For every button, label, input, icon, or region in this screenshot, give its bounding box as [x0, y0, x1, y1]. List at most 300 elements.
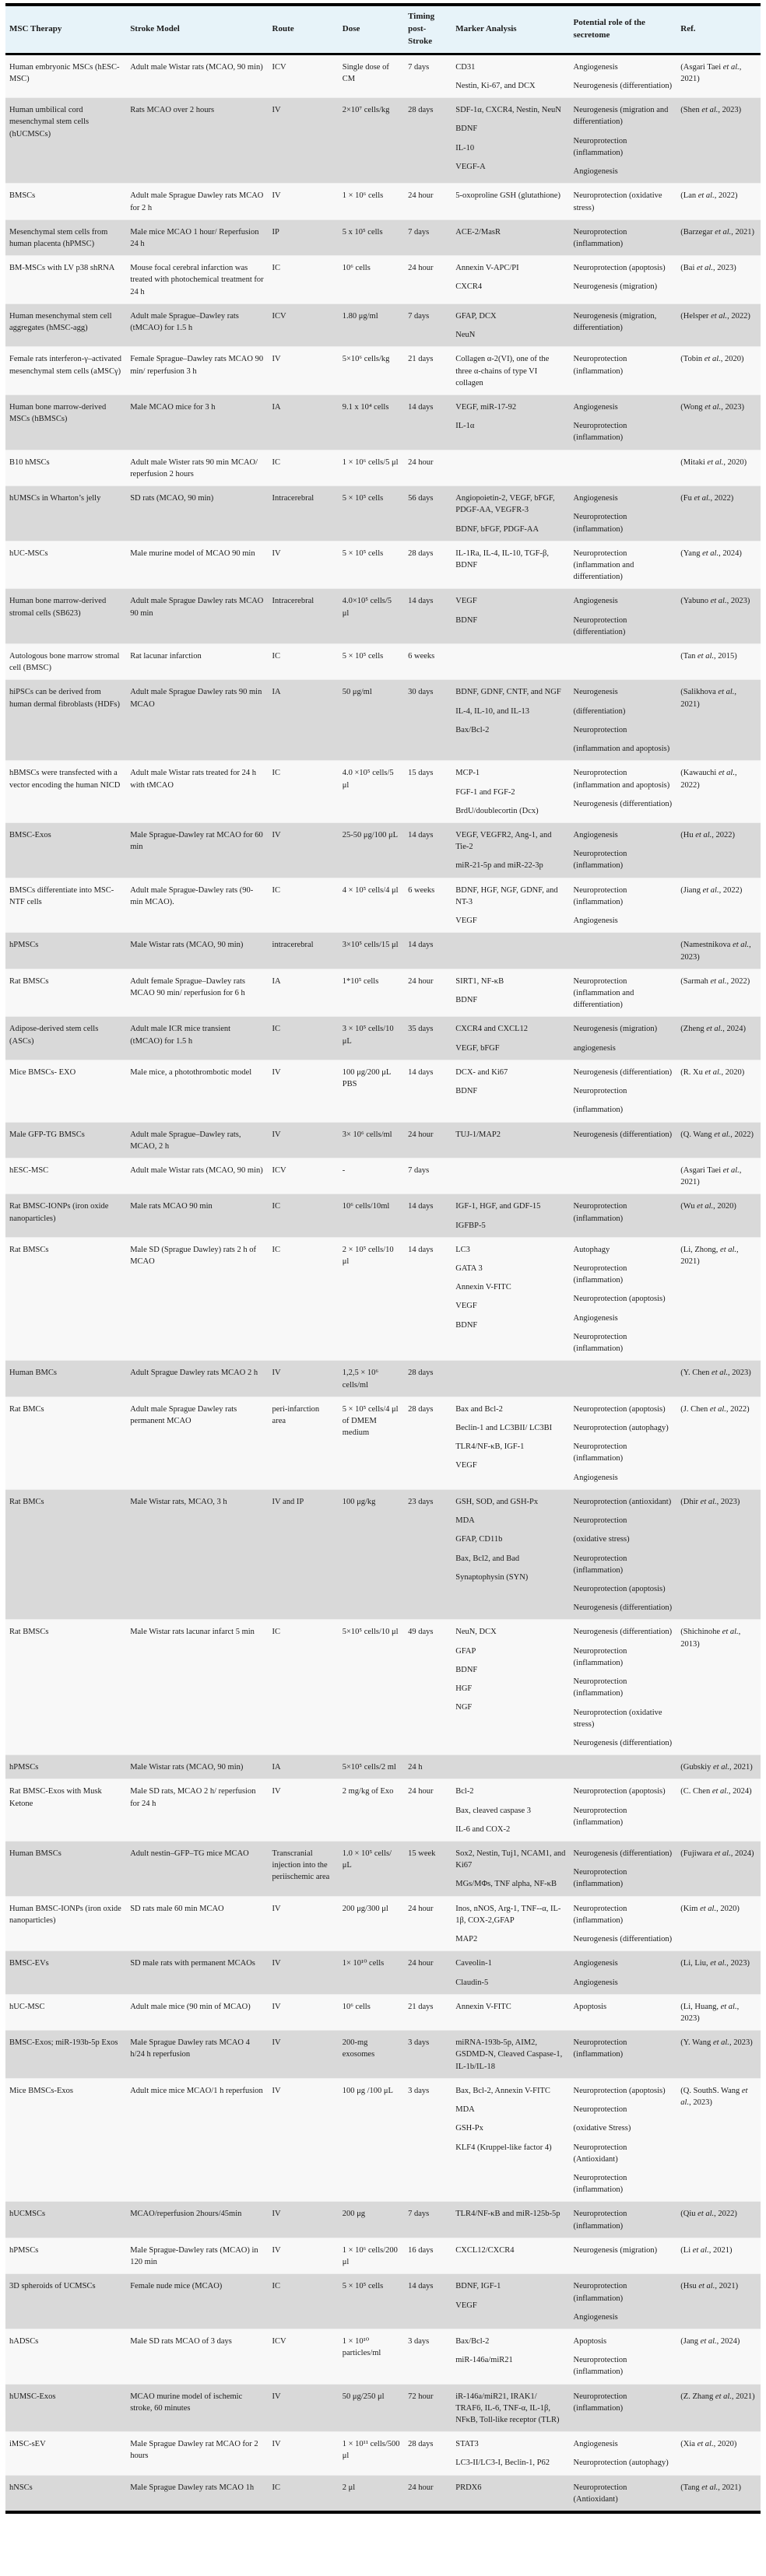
- cell-timing-post-stroke: 24 hour: [408, 2483, 434, 2492]
- cell-reference: (Lan et al., 2022): [680, 191, 738, 201]
- cell-marker-analysis: Bcl-2 Bax, cleaved caspase 3 IL-6 and COX-2: [455, 1787, 532, 1834]
- cell-marker-analysis: CD31 Nestin, Ki-67, and DCX: [455, 62, 536, 91]
- cell-marker-analysis: Caveolin-1 Claudin-5: [455, 1959, 492, 1987]
- table-row: [5, 2078, 761, 2202]
- cell-reference: (Qiu et al., 2022): [680, 2210, 737, 2219]
- cell-stroke-model: Male SD rats, MCAO 2 h/ reperfusion for 24 h: [130, 1787, 256, 1808]
- cell-msc-therapy: BMSC-Exos; miR-193b-5p Exos: [9, 2038, 118, 2048]
- cell-dose: 25-50 μg/100 μL: [342, 831, 399, 839]
- cell-stroke-model: Male Wistar rats (MCAO, 90 min): [130, 1763, 244, 1772]
- cell-reference: (Xia et al., 2020): [680, 2440, 737, 2449]
- cell-marker-analysis: ACE-2/MasR: [455, 227, 501, 237]
- cell-reference: (Jang et al., 2024): [680, 2336, 740, 2346]
- cell-msc-therapy: BMSCs differentiate into MSC-NTF cells: [9, 885, 114, 906]
- cell-marker-analysis: [452, 1755, 569, 1779]
- cell-route: IC: [272, 1025, 281, 1034]
- cell-timing-post-stroke: 14 days: [408, 941, 434, 950]
- cell-secretome-role: Neurogenesis (differentiation) Neuroprotection (inflammation) Neuroprotection (inflammation) Neuroprotection (oxidative stress) Neurogenesis (differentiation): [573, 1628, 673, 1747]
- cell-route: IC: [272, 1245, 281, 1254]
- cell-msc-therapy: hUMSC-Exos: [9, 2392, 56, 2401]
- cell-stroke-model: Female Sprague–Dawley rats MCAO 90 min/ reperfusion 3 h: [130, 355, 264, 376]
- cell-route: intracerebral: [272, 941, 314, 950]
- table-row: [5, 1755, 761, 1779]
- cell-reference: (Gubskiy et al., 2021): [680, 1763, 753, 1772]
- table-body: [5, 54, 761, 2512]
- table-row: [5, 1779, 761, 1842]
- cell-stroke-model: Mouse focal cerebral infarction was treated with photochemical treatment for 24 h: [130, 264, 264, 296]
- cell-marker-analysis: STAT3 LC3-II/LC3-I, Beclin-1, P62: [455, 2440, 550, 2468]
- cell-dose: 3 × 10⁵ cells/10 μL: [342, 1025, 394, 1046]
- cell-stroke-model: Male SD (Sprague Dawley) rats 2 h of MCAO: [130, 1245, 257, 1267]
- column-header-msc-therapy: MSC Therapy: [5, 5, 126, 54]
- cell-stroke-model: Female nude mice (MCAO): [130, 2282, 223, 2291]
- cell-timing-post-stroke: 6 weeks: [408, 885, 435, 895]
- cell-timing-post-stroke: 14 days: [408, 597, 434, 606]
- cell-stroke-model: Adult male Wistar rats (MCAO, 90 min): [130, 62, 263, 72]
- cell-marker-analysis: Inos, nNOS, Arg-1, TNF--α, IL-1β, COX-2,GFAP MAP2: [455, 1904, 561, 1944]
- cell-dose: 10⁶ cells: [342, 2002, 371, 2011]
- cell-msc-therapy: Female rats interferon-γ–activated mesenchymal stem cells (aMSCγ): [9, 355, 121, 376]
- cell-reference: (Bai et al., 2023): [680, 264, 736, 273]
- column-header-timing: Timing post-Stroke: [404, 5, 452, 54]
- cell-marker-analysis: Bax/Bcl-2 miR-146a/miR21: [455, 2336, 513, 2365]
- cell-stroke-model: MCAO murine model of ischemic stroke, 60 minutes: [130, 2392, 243, 2413]
- cell-reference: (Wong et al., 2023): [680, 402, 744, 412]
- cell-msc-therapy: Rat BMSC-IONPs (iron oxide nanoparticles): [9, 1202, 109, 1223]
- cell-secretome-role: Angiogenesis Neurogenesis (differentiation): [573, 62, 673, 91]
- cell-reference: (Sarmah et al., 2022): [680, 976, 750, 986]
- cell-marker-analysis: Annexin V-FITC: [455, 2002, 511, 2011]
- table-row: [5, 54, 761, 97]
- cell-reference: (Jiang et al., 2022): [680, 885, 743, 895]
- cell-route: IC: [272, 769, 281, 778]
- cell-route: IC: [272, 2483, 281, 2492]
- cell-marker-analysis: LC3 GATA 3 Annexin V-FITC VEGF BDNF: [455, 1245, 511, 1330]
- cell-stroke-model: Male murine model of MCAO 90 min: [130, 548, 255, 558]
- cell-timing-post-stroke: 28 days: [408, 2440, 434, 2449]
- cell-reference: (Yang et al., 2024): [680, 548, 742, 558]
- cell-dose: 1 × 10¹¹ cells/500 μl: [342, 2440, 400, 2461]
- cell-reference: (Kim et al., 2020): [680, 1904, 740, 1913]
- cell-dose: 2 μl: [342, 2483, 356, 2492]
- cell-route: IV: [272, 106, 281, 115]
- cell-secretome-role: Neuroprotection (Antioxidant): [573, 2483, 627, 2504]
- cell-dose: -: [342, 1165, 346, 1175]
- cell-route: IP: [272, 227, 279, 237]
- cell-reference: (Li, Huang, et al., 2023): [680, 2002, 740, 2023]
- table-row: [5, 2384, 761, 2432]
- table-row: [5, 303, 761, 346]
- table-row: [5, 1017, 761, 1060]
- cell-msc-therapy: Rat BMSCs: [9, 1628, 49, 1637]
- table-row: [5, 1951, 761, 1994]
- cell-timing-post-stroke: 16 days: [408, 2245, 434, 2255]
- table-row: [5, 1158, 761, 1193]
- cell-marker-analysis: VEGF, miR-17-92 IL-1α: [455, 402, 517, 431]
- cell-stroke-model: Adult male Sprague Dawley rats 90 min MCAO: [130, 688, 262, 709]
- column-header-marker: Marker Analysis: [452, 5, 569, 54]
- cell-route: IV: [272, 1787, 281, 1796]
- cell-marker-analysis: 5-oxoproline GSH (glutathione): [455, 191, 560, 201]
- cell-reference: (Tan et al., 2015): [680, 652, 737, 661]
- cell-route: IV: [272, 1959, 281, 1968]
- table-row: [5, 1842, 761, 1897]
- cell-secretome-role: Neurogenesis (migration and differentiation) Neuroprotection (inflammation) Angiogenesis: [573, 106, 669, 177]
- cell-dose: 1 × 10⁶ cells: [342, 191, 384, 201]
- cell-secretome-role: Angiogenesis Neuroprotection (inflammation): [573, 831, 627, 871]
- cell-secretome-role: Angiogenesis Neuroprotection (inflammation): [573, 494, 627, 534]
- cell-stroke-model: Adult Sprague Dawley rats MCAO 2 h: [130, 1369, 258, 1378]
- cell-route: IV: [272, 2245, 281, 2255]
- cell-marker-analysis: BDNF, GDNF, CNTF, and NGF IL-4, IL-10, and IL-13 Bax/Bcl-2: [455, 688, 561, 734]
- cell-route: IV: [272, 1369, 281, 1378]
- cell-reference: (Li, Liu, et al., 2023): [680, 1959, 750, 1968]
- cell-route: IC: [272, 885, 281, 895]
- cell-timing-post-stroke: 14 days: [408, 831, 434, 839]
- cell-stroke-model: SD male rats with permanent MCAOs: [130, 1959, 255, 1968]
- cell-msc-therapy: Human BMSC-IONPs (iron oxide nanoparticles): [9, 1904, 121, 1925]
- cell-msc-therapy: BMSCs: [9, 191, 36, 201]
- cell-reference: (Helsper et al., 2022): [680, 311, 750, 321]
- cell-msc-therapy: Mice BMSCs- EXO: [9, 1067, 76, 1077]
- cell-secretome-role: [570, 1361, 677, 1397]
- cell-timing-post-stroke: 28 days: [408, 548, 434, 558]
- cell-timing-post-stroke: 7 days: [408, 311, 430, 321]
- cell-route: IV and IP: [272, 1497, 304, 1506]
- cell-marker-analysis: iR-146a/miR21, IRAK1/ TRAF6, IL-6, TNF-α, IL-1β, NFκB, Toll-like receptor (TLR): [455, 2392, 560, 2425]
- cell-timing-post-stroke: 7 days: [408, 1165, 430, 1175]
- cell-marker-analysis: NeuN, DCX GFAP BDNF HGF NGF: [455, 1628, 497, 1712]
- cell-reference: (Dhir et al., 2023): [680, 1497, 740, 1506]
- cell-reference: (Q. SouthS. Wang et al., 2023): [680, 2086, 748, 2108]
- cell-dose: 10⁶ cells/10ml: [342, 1202, 390, 1211]
- cell-dose: 5 × 10⁵ cells: [342, 2282, 384, 2291]
- cell-msc-therapy: Adipose-derived stem cells (ASCs): [9, 1025, 99, 1046]
- cell-msc-therapy: hUC-MSC: [9, 2002, 45, 2011]
- cell-timing-post-stroke: 35 days: [408, 1025, 434, 1034]
- cell-timing-post-stroke: 7 days: [408, 2210, 430, 2219]
- cell-marker-analysis: SDF-1α, CXCR4, Nestin, NeuN BDNF IL-10 VEGF-A: [455, 106, 561, 171]
- table-row: [5, 1620, 761, 1755]
- cell-dose: 4 × 10⁵ cells/4 μl: [342, 885, 399, 895]
- cell-dose: 2 mg/kg of Exo: [342, 1787, 394, 1796]
- cell-timing-post-stroke: 28 days: [408, 106, 434, 115]
- cell-msc-therapy: hUC-MSCs: [9, 548, 48, 558]
- cell-route: IV: [272, 2210, 281, 2219]
- cell-msc-therapy: Human BMCs: [9, 1369, 57, 1378]
- cell-route: ICV: [272, 1165, 286, 1175]
- cell-stroke-model: Adult male Sprague Dawley rats permanent MCAO: [130, 1404, 237, 1425]
- cell-route: IV: [272, 2392, 281, 2401]
- cell-dose: 5 × 10⁵ cells: [342, 494, 384, 503]
- cell-dose: 2×10⁷ cells/kg: [342, 106, 390, 115]
- cell-stroke-model: Male MCAO mice for 3 h: [130, 402, 216, 412]
- cell-msc-therapy: hBMSCs were transfected with a vector encoding the human NICD: [9, 769, 121, 790]
- cell-dose: 1 × 10⁶ cells/5 μl: [342, 457, 399, 467]
- cell-route: IV: [272, 191, 281, 201]
- cell-secretome-role: Neuroprotection (inflammation): [573, 227, 627, 248]
- cell-stroke-model: Adult male Wistar rats (MCAO, 90 min): [130, 1165, 263, 1175]
- cell-marker-analysis: [452, 1158, 569, 1193]
- cell-route: Transcranial injection into the periischemic area: [272, 1849, 330, 1882]
- cell-timing-post-stroke: 56 days: [408, 494, 434, 503]
- cell-dose: 100 μg /100 μL: [342, 2086, 393, 2095]
- cell-msc-therapy: Male GFP-TG BMSCs: [9, 1130, 85, 1139]
- table-row: [5, 1194, 761, 1237]
- cell-route: IV: [272, 1067, 281, 1077]
- table-row: [5, 184, 761, 219]
- cell-dose: 200 μg: [342, 2210, 366, 2219]
- cell-msc-therapy: BMSC-Exos: [9, 831, 51, 839]
- cell-secretome-role: Neuroprotection (inflammation) Neurogenesis (differentiation): [573, 1904, 673, 1944]
- cell-timing-post-stroke: 6 weeks: [408, 652, 435, 661]
- cell-reference: (Barzegar et al., 2021): [680, 227, 755, 237]
- cell-stroke-model: Adult male mice (90 min of MCAO): [130, 2002, 251, 2011]
- cell-route: IV: [272, 831, 281, 839]
- cell-secretome-role: Neurogenesis (migration, differentiation): [573, 311, 657, 333]
- table-row: [5, 486, 761, 541]
- cell-dose: 1 × 10⁶ cells/200 μl: [342, 2245, 398, 2267]
- cell-timing-post-stroke: 49 days: [408, 1628, 434, 1637]
- cell-stroke-model: Adult male Sprague Dawley rats MCAO 90 min: [130, 597, 264, 618]
- cell-timing-post-stroke: 3 days: [408, 2038, 430, 2048]
- cell-dose: 4.0 ×10⁵ cells/5 μl: [342, 769, 394, 790]
- cell-reference: (Zheng et al., 2024): [680, 1025, 746, 1034]
- cell-msc-therapy: Rat BMCs: [9, 1497, 44, 1506]
- cell-secretome-role: Neurogenesis (differentiation) Neuroprotection (inflammation): [573, 1849, 673, 1889]
- cell-dose: 2 × 10⁵ cells/10 μl: [342, 1245, 394, 1267]
- cell-secretome-role: Neuroprotection (antioxidant) Neuroprotection (oxidative stress) Neuroprotection (inflammation) Neuroprotection (apoptosis) Neurogenesis (differentiation): [573, 1497, 673, 1613]
- cell-secretome-role: [570, 1158, 677, 1193]
- cell-reference: (Shen et al., 2023): [680, 106, 742, 115]
- cell-route: IA: [272, 1763, 281, 1772]
- table-row: [5, 2031, 761, 2079]
- cell-msc-therapy: Autologous bone marrow stromal cell (BMSC): [9, 652, 120, 673]
- cell-secretome-role: Neuroprotection (inflammation): [573, 2038, 627, 2059]
- cell-route: IA: [272, 688, 281, 697]
- cell-dose: Single dose of CM: [342, 62, 389, 84]
- cell-marker-analysis: BDNF, IGF-1 VEGF: [455, 2282, 501, 2310]
- cell-msc-therapy: Human embryonic MSCs (hESC-MSC): [9, 62, 120, 84]
- cell-secretome-role: [570, 450, 677, 485]
- cell-route: IC: [272, 1202, 281, 1211]
- cell-dose: 4.0×10⁵ cells/5 μl: [342, 597, 392, 618]
- table-row: [5, 1397, 761, 1489]
- table-row: [5, 2329, 761, 2384]
- cell-reference: (Tang et al., 2021): [680, 2483, 741, 2492]
- cell-dose: 10⁶ cells: [342, 264, 371, 273]
- table-row: [5, 256, 761, 304]
- cell-stroke-model: Male Wistar rats (MCAO, 90 min): [130, 941, 244, 950]
- cell-marker-analysis: GSH, SOD, and GSH-Px MDA GFAP, CD11b Bax, Bcl2, and Bad Synaptophysin (SYN): [455, 1497, 539, 1582]
- cell-secretome-role: Neuroprotection (inflammation and apoptosis) Neurogenesis (differentiation): [573, 769, 673, 808]
- cell-reference: (Salikhova et al., 2021): [680, 688, 737, 709]
- cell-route: peri-infarction area: [272, 1404, 320, 1425]
- cell-msc-therapy: Human BMSCs: [9, 1849, 61, 1859]
- cell-secretome-role: Angiogenesis Neuroprotection (inflammation): [573, 402, 627, 443]
- cell-msc-therapy: B10 hMSCs: [9, 457, 50, 467]
- cell-timing-post-stroke: 28 days: [408, 1404, 434, 1414]
- cell-stroke-model: Male SD rats MCAO of 3 days: [130, 2336, 232, 2346]
- cell-stroke-model: Adult male Sprague Dawley rats MCAO for 2 h: [130, 191, 264, 212]
- cell-secretome-role: [570, 1755, 677, 1779]
- table-row: [5, 761, 761, 823]
- cell-marker-analysis: TLR4/NF-κB and miR-125b-5p: [455, 2210, 560, 2219]
- cell-stroke-model: Male Sprague Dawley rats MCAO 4 h/24 h reperfusion: [130, 2038, 250, 2059]
- cell-timing-post-stroke: 28 days: [408, 1369, 434, 1378]
- cell-reference: (Kawauchi et al., 2022): [680, 769, 737, 790]
- cell-msc-therapy: Human umbilical cord mesenchymal stem cells (hUCMSCs): [9, 106, 90, 138]
- cell-timing-post-stroke: 14 days: [408, 1245, 434, 1254]
- cell-reference: (Li et al., 2021): [680, 2245, 733, 2255]
- cell-stroke-model: Adult mice mice MCAO/1 h reperfusion: [130, 2086, 263, 2095]
- cell-marker-analysis: VEGF BDNF: [455, 597, 478, 625]
- cell-msc-therapy: hADSCs: [9, 2336, 39, 2346]
- cell-secretome-role: Autophagy Neuroprotection (inflammation) Neuroprotection (apoptosis) Angiogenesis Neuroprotection (inflammation): [573, 1245, 666, 1354]
- cell-marker-analysis: [452, 933, 569, 969]
- cell-timing-post-stroke: 14 days: [408, 2282, 434, 2291]
- cell-route: IC: [272, 1628, 281, 1637]
- cell-timing-post-stroke: 23 days: [408, 1497, 434, 1506]
- cell-timing-post-stroke: 24 hour: [408, 191, 434, 201]
- table-row: [5, 2274, 761, 2329]
- cell-stroke-model: Adult male Sprague–Dawley rats, MCAO, 2 h: [130, 1130, 241, 1151]
- cell-dose: 3×10⁵ cells/15 μl: [342, 941, 399, 950]
- table-row: [5, 1237, 761, 1361]
- column-header-role: Potential role of the secretome: [570, 5, 677, 54]
- cell-stroke-model: Adult male Wistar rats treated for 24 h with tMCAO: [130, 769, 256, 790]
- table-row: [5, 1361, 761, 1397]
- cell-reference: (Shichinohe et al., 2013): [680, 1628, 741, 1649]
- cell-reference: (Asgari Taei et al., 2021): [680, 1165, 742, 1187]
- cell-dose: 5 × 10⁵ cells: [342, 652, 384, 661]
- cell-route: IC: [272, 457, 281, 467]
- cell-msc-therapy: Rat BMSCs: [9, 1245, 49, 1254]
- table-row: [5, 823, 761, 878]
- table-row: [5, 1122, 761, 1158]
- cell-secretome-role: Neurogenesis (differentiation): [573, 1130, 673, 1139]
- cell-secretome-role: Neuroprotection (inflammation): [573, 1202, 627, 1223]
- cell-msc-therapy: Mesenchymal stem cells from human placenta (hPMSC): [9, 227, 108, 248]
- column-header-dose: Dose: [339, 5, 404, 54]
- cell-route: IV: [272, 355, 281, 364]
- table-header: [5, 5, 761, 54]
- cell-reference: (Fujiwara et al., 2024): [680, 1849, 754, 1859]
- cell-stroke-model: Male rats MCAO 90 min: [130, 1202, 213, 1211]
- cell-msc-therapy: hPMSCs: [9, 1763, 39, 1772]
- cell-msc-therapy: Rat BMSCs: [9, 976, 49, 986]
- cell-route: IC: [272, 2282, 281, 2291]
- cell-route: IV: [272, 2440, 281, 2449]
- cell-route: IV: [272, 1904, 281, 1913]
- cell-marker-analysis: Bax and Bcl-2 Beclin-1 and LC3BII/ LC3BI TLR4/NF-κB, IGF-1 VEGF: [455, 1404, 553, 1470]
- cell-secretome-role: [570, 644, 677, 680]
- table-row: [5, 347, 761, 395]
- cell-timing-post-stroke: 24 hour: [408, 1904, 434, 1913]
- table-row: [5, 2475, 761, 2512]
- cell-timing-post-stroke: 14 days: [408, 1067, 434, 1077]
- cell-route: IC: [272, 264, 281, 273]
- cell-stroke-model: Rats MCAO over 2 hours: [130, 106, 215, 115]
- cell-timing-post-stroke: 30 days: [408, 688, 434, 697]
- cell-route: ICV: [272, 2336, 286, 2346]
- table-row: [5, 2238, 761, 2273]
- cell-reference: (Hu et al., 2022): [680, 831, 735, 839]
- cell-stroke-model: Male Wistar rats, MCAO, 3 h: [130, 1497, 227, 1506]
- cell-stroke-model: Adult male Sprague–Dawley rats (tMCAO) for 1.5 h: [130, 311, 239, 333]
- cell-reference: (R. Xu et al., 2020): [680, 1067, 745, 1077]
- cell-secretome-role: Apoptosis: [573, 2002, 607, 2011]
- cell-stroke-model: Male Sprague-Dawley rat MCAO for 60 min: [130, 831, 263, 852]
- cell-msc-therapy: BM-MSCs with LV p38 shRNA: [9, 264, 115, 273]
- cell-dose: 50 μg/250 μl: [342, 2392, 385, 2401]
- cell-stroke-model: Male mice MCAO 1 hour/ Reperfusion 24 h: [130, 227, 259, 248]
- msc-therapy-table: [5, 3, 761, 2514]
- cell-msc-therapy: Mice BMSCs-Exos: [9, 2086, 73, 2095]
- cell-msc-therapy: Rat BMSC-Exos with Musk Ketone: [9, 1787, 102, 1808]
- cell-secretome-role: Neuroprotection (inflammation and differentiation): [573, 976, 634, 1010]
- cell-marker-analysis: CXCR4 and CXCL12 VEGF, bFGF: [455, 1025, 528, 1053]
- cell-marker-analysis: miRNA-193b-5p, AIM2, GSDMD-N, Cleaved Caspase-1, IL-1b/IL-18: [455, 2038, 563, 2071]
- cell-dose: 100 μg/200 μL PBS: [342, 1067, 391, 1089]
- cell-marker-analysis: Sox2, Nestin, Tuj1, NCAM1, and Ki67 MGs/MΦs, TNF alpha, NF-κB: [455, 1849, 566, 1889]
- cell-stroke-model: Male Sprague Dawley rats MCAO 1h: [130, 2483, 255, 2492]
- cell-reference: (C. Chen et al., 2024): [680, 1787, 752, 1796]
- cell-marker-analysis: DCX- and Ki67 BDNF: [455, 1067, 508, 1096]
- cell-route: IA: [272, 976, 281, 986]
- cell-timing-post-stroke: 21 days: [408, 355, 434, 364]
- cell-dose: 200 μg/300 μl: [342, 1904, 388, 1913]
- table-row: [5, 2432, 761, 2475]
- cell-timing-post-stroke: 24 hour: [408, 1959, 434, 1968]
- cell-timing-post-stroke: 7 days: [408, 62, 430, 72]
- cell-stroke-model: Rat lacunar infarction: [130, 652, 202, 661]
- cell-secretome-role: Neuroprotection (inflammation): [573, 2392, 627, 2413]
- cell-dose: 50 μg/ml: [342, 688, 372, 697]
- header-row: [5, 5, 761, 54]
- cell-msc-therapy: hUMSCs in Wharton’s jelly: [9, 494, 101, 503]
- cell-dose: 9.1 x 10⁴ cells: [342, 402, 389, 412]
- cell-marker-analysis: Bax, Bcl-2, Annexin V-FITC MDA GSH-Px KLF4 (Kruppel-like factor 4): [455, 2086, 552, 2152]
- cell-msc-therapy: Rat BMCs: [9, 1404, 44, 1414]
- cell-stroke-model: Male Sprague-Dawley rats (MCAO) in 120 min: [130, 2245, 258, 2267]
- cell-secretome-role: Neuroprotection (inflammation) Angiogenesis: [573, 2282, 627, 2322]
- cell-timing-post-stroke: 21 days: [408, 2002, 434, 2011]
- table-row: [5, 644, 761, 680]
- cell-route: Intracerebral: [272, 494, 314, 503]
- cell-secretome-role: Neurogenesis (differentiation) Neuroprotection (inflammation and apoptosis): [573, 688, 670, 754]
- cell-timing-post-stroke: 24 hour: [408, 264, 434, 273]
- cell-dose: 5 × 10⁵ cells/4 μl of DMEM medium: [342, 1404, 399, 1438]
- cell-marker-analysis: BDNF, HGF, NGF, GDNF, and NT-3 VEGF: [455, 885, 558, 926]
- cell-secretome-role: Neuroprotection (oxidative stress): [573, 191, 662, 212]
- cell-stroke-model: Male mice, a photothrombotic model: [130, 1067, 252, 1077]
- cell-msc-therapy: Human mesenchymal stem cell aggregates (hMSC-agg): [9, 311, 112, 333]
- cell-dose: 1,2,5 × 10⁶ cells/ml: [342, 1369, 379, 1390]
- cell-marker-analysis: IL-1Ra, IL-4, IL-10, TGF-β, BDNF: [455, 548, 549, 570]
- cell-timing-post-stroke: 24 hour: [408, 976, 434, 986]
- cell-marker-analysis: TUJ-1/MAP2: [455, 1130, 501, 1139]
- cell-marker-analysis: Annexin V-APC/PI CXCR4: [455, 264, 519, 292]
- cell-reference: (Z. Zhang et al., 2021): [680, 2392, 755, 2401]
- cell-secretome-role: Neuroprotection (inflammation and differentiation): [573, 548, 634, 582]
- cell-marker-analysis: [452, 644, 569, 680]
- cell-dose: 5×10⁶ cells/kg: [342, 355, 390, 364]
- column-header-ref: Ref.: [676, 5, 761, 54]
- cell-route: ICV: [272, 311, 286, 321]
- cell-route: IV: [272, 2038, 281, 2048]
- cell-dose: 1.80 μg/ml: [342, 311, 378, 321]
